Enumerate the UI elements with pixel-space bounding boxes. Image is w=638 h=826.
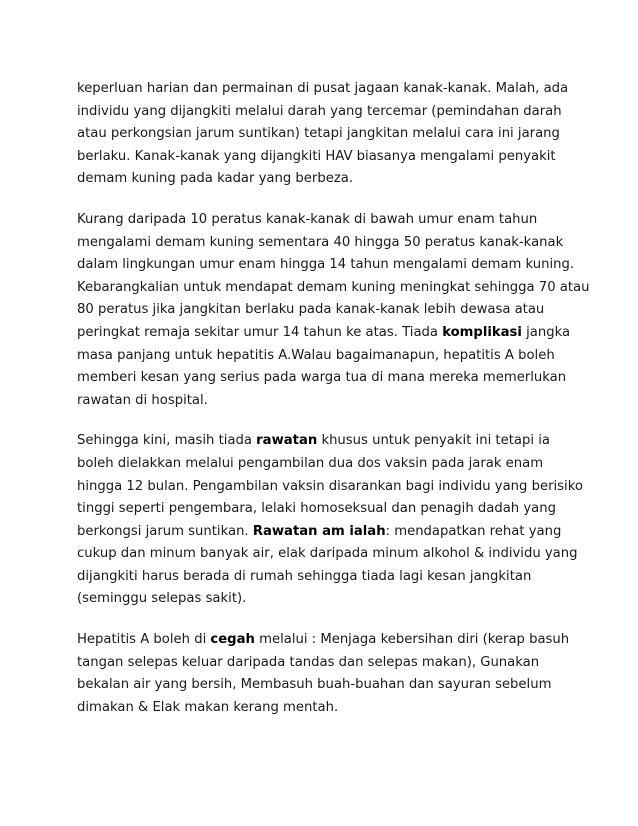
text-run: mengalami demam kuning sementara 40 hingga 50 peratus kanak-kanak (77, 234, 564, 250)
text-line (77, 697, 577, 720)
text-run: dimakan & Elak makan kerang mentah. (77, 699, 339, 715)
text-run: bekalan air yang bersih, Membasuh buah-buahan dan sayuran sebelum (77, 677, 552, 693)
text-run: Hepatitis A boleh di (77, 632, 211, 648)
text-run: dijangkiti harus berada di rumah sehingga tiada lagi kesan jangkitan (77, 568, 532, 584)
text-run: keperluan harian dan permainan di pusat jagaan kanak-kanak. Malah, ada (77, 81, 569, 96)
text-line (77, 566, 577, 589)
text-line (77, 453, 577, 476)
bold-term-komplikasi: komplikasi (442, 324, 522, 340)
bold-term-cegah: cegah (210, 632, 255, 648)
text-line (77, 543, 577, 566)
text-run: 80 peratus jika jangkitan berlaku pada kanak-kanak lebih dewasa atau (77, 302, 545, 318)
text-run: : mendapatkan rehat yang (385, 523, 562, 539)
text-run: peringkat remaja sekitar umur 14 tahun ke atas. Tiada (77, 324, 443, 340)
text-run: demam kuning pada kadar yang berbeza. (77, 171, 354, 187)
text-run: Kebarangkalian untuk mendapat demam kuning meningkat sehingga 70 atau (77, 279, 590, 295)
text-line (77, 588, 577, 611)
text-run: rawatan di hospital. (77, 392, 208, 408)
text-line (77, 652, 577, 675)
text-line (77, 476, 583, 499)
text-line (77, 629, 577, 652)
text-run: memberi kesan yang serius pada warga tua di mana mereka memerlukan (77, 370, 567, 386)
text-line (77, 232, 577, 255)
text-line (77, 101, 577, 124)
text-line (77, 345, 577, 368)
text-line (77, 146, 577, 169)
text-line (77, 430, 577, 453)
text-line (77, 674, 577, 697)
text-line (77, 390, 577, 413)
text-run: melalui : Menjaga kebersihan diri (kerap basuh (254, 632, 570, 648)
text-run: atau perkongsian jarum suntikan) tetapi jangkitan melalui cara ini jarang (77, 126, 560, 142)
text-run: tangan selepas keluar daripada tandas dan selepas makan), Gunakan (77, 654, 540, 670)
bold-term-rawatan: rawatan (256, 433, 318, 449)
text-run: Sehingga kini, masih tiada (77, 433, 257, 449)
text-run: masa panjang untuk hepatitis A.Walau bagaimanapun, hepatitis A boleh (77, 347, 555, 363)
text-run: boleh dielakkan melalui pengambilan dua dos vaksin pada jarak enam (77, 455, 544, 471)
text-line (77, 299, 577, 322)
text-line (77, 123, 577, 146)
text-run: khusus untuk penyakit ini tetapi ia (317, 433, 550, 449)
text-run: tinggi seperti pengembara, lelaki homoseksual dan penagih dadah yang (77, 501, 556, 517)
text-run: berlaku. Kanak-kanak yang dijangkiti HAV biasanya mengalami penyakit (77, 148, 556, 164)
paragraph-3 (77, 430, 583, 611)
text-line (77, 322, 577, 345)
text-line (77, 277, 590, 300)
paragraph-4 (77, 629, 577, 719)
text-run: individu yang dijangkiti melalui darah yang tercemar (pemindahan darah (77, 103, 562, 119)
paragraph-2 (77, 209, 590, 412)
text-line (77, 498, 577, 521)
document-body (77, 78, 590, 719)
text-run: cukup dan minum banyak air, elak daripada minum alkohol & individu yang (77, 546, 578, 562)
text-line (77, 521, 577, 544)
text-line (77, 168, 577, 191)
text-line (77, 209, 577, 232)
text-run: hingga 12 bulan. Pengambilan vaksin disarankan bagi individu yang berisiko (77, 478, 583, 494)
bold-term-rawatan-am: Rawatan am ialah (252, 523, 386, 539)
text-run: Kurang daripada 10 peratus kanak-kanak di bawah umur enam tahun (77, 211, 538, 227)
text-line (77, 78, 577, 101)
text-run: jangka (521, 324, 571, 340)
paragraph-1 (77, 78, 577, 191)
text-run: berkongsi jarum suntikan. (77, 523, 253, 539)
text-run: (seminggu selepas sakit). (77, 591, 247, 607)
text-line (77, 367, 577, 390)
text-line (77, 254, 577, 277)
text-run: dalam lingkungan umur enam hingga 14 tahun mengalami demam kuning. (77, 257, 575, 273)
